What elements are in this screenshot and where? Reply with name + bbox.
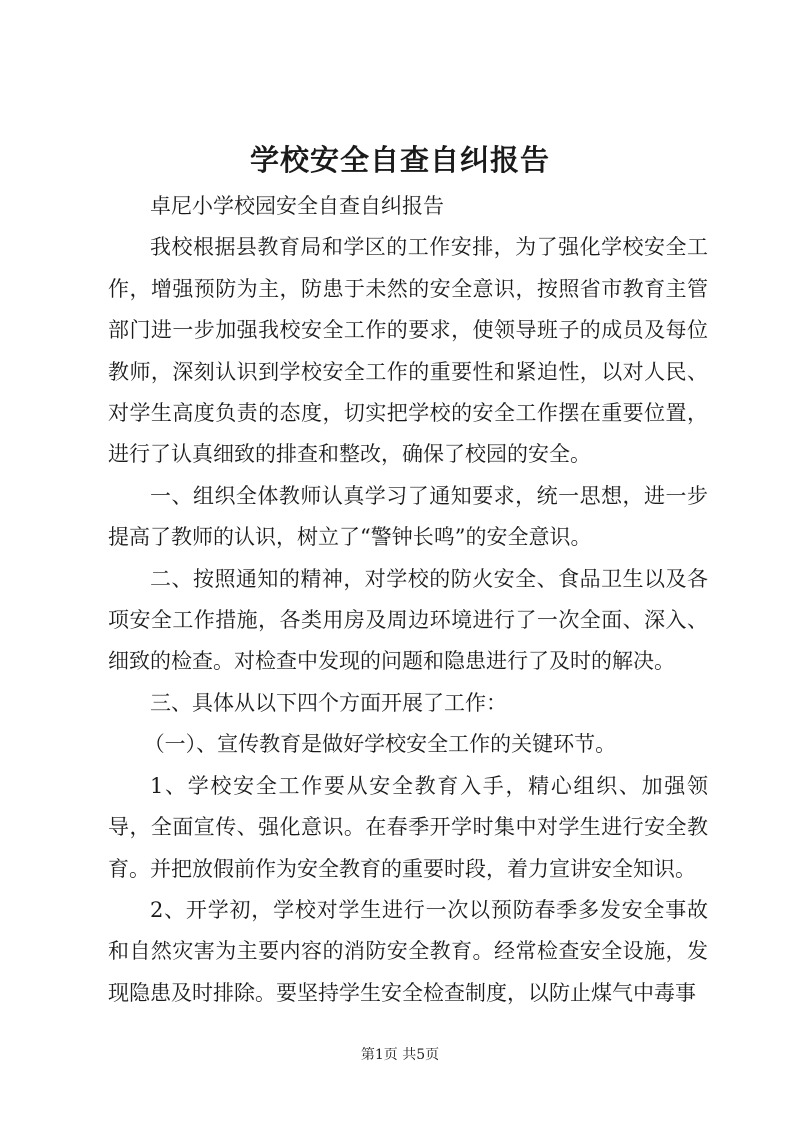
intro-paragraph: 我校根据县教育局和学区的工作安排，为了强化学校安全工作，增强预防为主，防患于未然的安全意识，按照省市教育主管部门进一步加强我校安全工作的要求，使领导班子的成员及每位教师，深刻认识到学校安全工作的重要性和紧迫性，以对人民、对学生高度负责的态度，切实把学校的安全工作摆在重要位置，进行了认真细致的排查和整改，确保了校园的安全。 (108, 235, 708, 467)
page-number-footer: 第1页 共5页 (360, 1047, 440, 1063)
subtitle-paragraph: 卓尼小学校园安全自查自纠报告 (150, 194, 444, 218)
item-two-paragraph: 2、开学初，学校对学生进行一次以预防春季多发安全事故和自然灾害为主要内容的消防安全教育。经常检查安全设施，发现隐患及时排除。要坚持学生安全检查制度，以防止煤气中毒事 (108, 897, 708, 1005)
subsection-one-heading: （一）、宣传教育是做好学校安全工作的关键环节。 (143, 732, 617, 757)
section-three-heading: 三、具体从以下四个方面开展了工作： (150, 690, 507, 715)
item-one-paragraph: 1、学校安全工作要从安全教育入手，精心组织、加强领导，全面宣传、强化意识。在春季开学时集中对学生进行安全教育。并把放假前作为安全教育的重要时段，着力宣讲安全知识。 (108, 773, 708, 881)
section-one-paragraph: 一、组织全体教师认真学习了通知要求，统一思想，进一步提高了教师的认识，树立了“警钟长鸣”的安全意识。 (108, 483, 708, 550)
document-body (108, 186, 708, 1014)
section-two-paragraph: 二、按照通知的精神，对学校的防火安全、食品卫生以及各项安全工作措施，各类用房及周边环境进行了一次全面、深入、细致的检查。对检查中发现的问题和隐患进行了及时的解决。 (108, 566, 708, 674)
document-title: 学校安全自查自纠报告 (249, 143, 550, 177)
